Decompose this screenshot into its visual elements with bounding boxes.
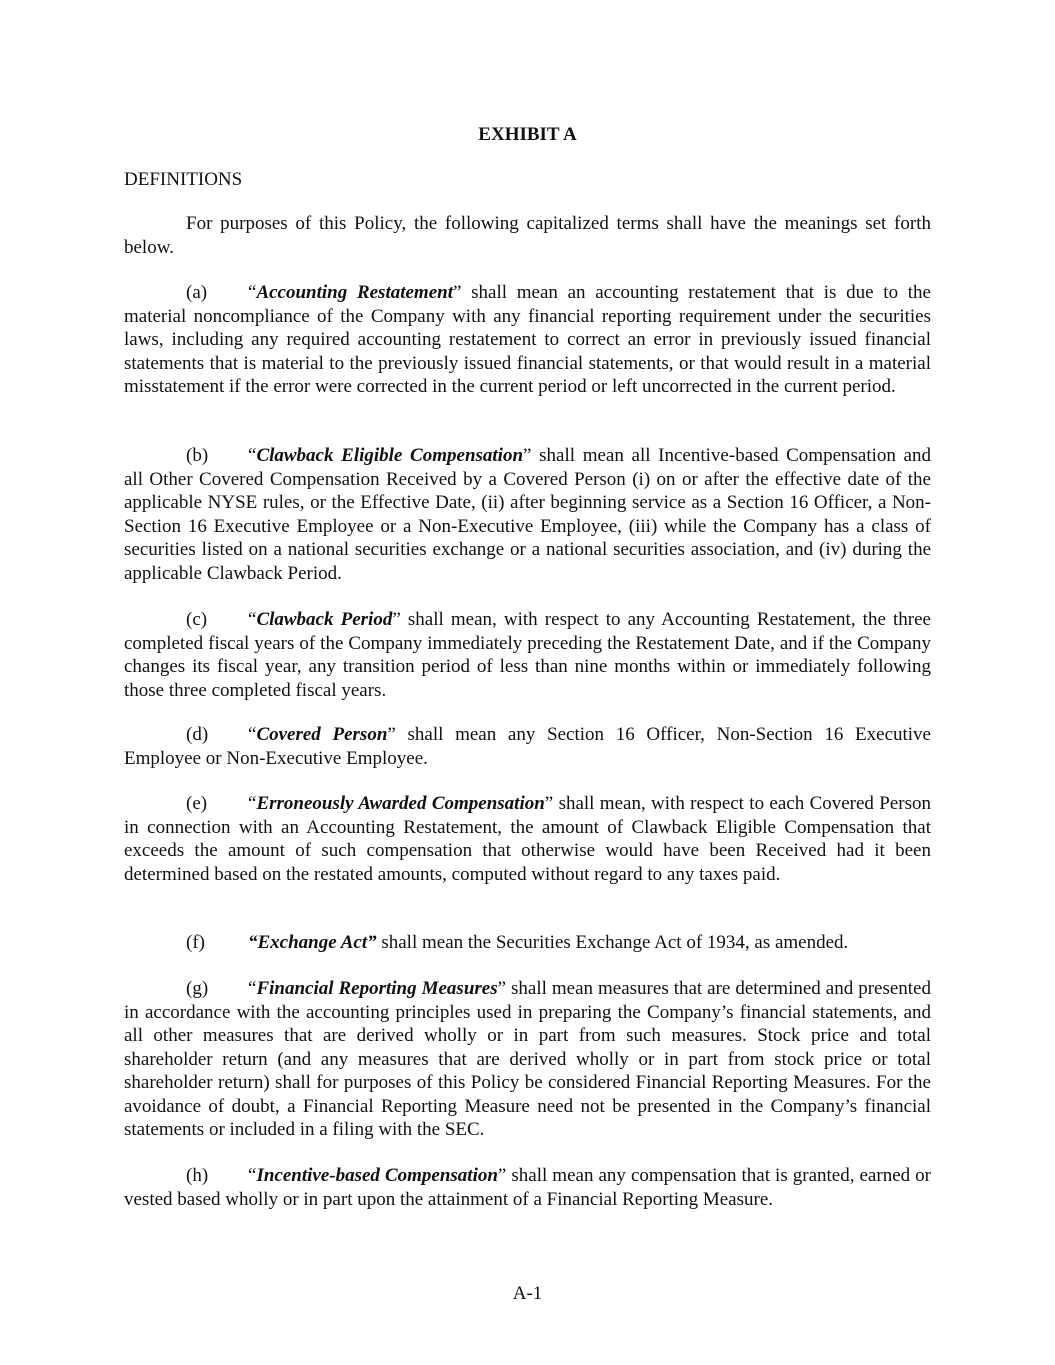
definition-label: (c) (186, 609, 208, 630)
definition-label: (b) (186, 445, 209, 466)
definition-label: (f) (186, 932, 205, 953)
close-quote: ” (453, 282, 462, 303)
open-quote: “ (248, 978, 257, 999)
definition-term: Exchange Act (257, 932, 368, 953)
definition-text: shall mean measures that are determined and presented in accordance with the accounting principles used in preparing the Company’s financial statements, and all other measures that are derived wholly or in part from such measures. Stock price and total shareholder return (and any measures that are derived wholly or in part from stock price or total shareholder return) shall for purposes of this Policy be considered Financial Reporting Measures. For the avoidance of doubt, a Financial Reporting Measure need not be presented in the Company’s financial statements or included in a filing with the SEC. (124, 978, 931, 1140)
open-quote: “ (248, 724, 257, 745)
definition-e (124, 792, 931, 886)
definition-label: (e) (186, 793, 208, 814)
open-quote: “ (248, 609, 257, 630)
open-quote: “ (248, 1165, 257, 1186)
definition-term: Financial Reporting Measures (256, 978, 498, 999)
close-quote: ” (367, 932, 377, 953)
document-page (124, 0, 931, 1365)
definition-text: shall mean, with respect to any Accounting Restatement, the three completed fiscal years of the Company immediately preceding the Restatement Date, and if the Company changes its fiscal year, any transition period of less than nine months within or immediately following those three completed fiscal years. (124, 609, 931, 701)
definition-c (124, 608, 931, 702)
definition-label: (h) (186, 1165, 209, 1186)
close-quote: ” (497, 978, 507, 999)
exhibit-title: EXHIBIT A (478, 124, 577, 145)
definition-label: (a) (186, 282, 208, 303)
definition-d (124, 723, 931, 770)
definition-text: shall mean any Section 16 Officer, Non-Section 16 Executive Employee or Non-Executive Employee. (124, 724, 931, 769)
close-quote: ” (523, 445, 532, 466)
definition-term: Accounting Restatement (256, 282, 453, 303)
definition-label: (g) (186, 978, 209, 999)
definition-h (124, 1164, 931, 1211)
definition-text: shall mean an accounting restatement that is due to the material noncompliance of the Company with any financial reporting requirement under the securities laws, including any required accounting restatement to correct an error in previously issued financial statements that is material to the previously issued financial statements, or that would result in a material misstatement if the error were corrected in the current period or left uncorrected in the current period. (124, 282, 931, 397)
open-quote: “ (248, 932, 258, 953)
open-quote: “ (248, 793, 257, 814)
definition-g (124, 977, 931, 1142)
definitions-heading: DEFINITIONS (124, 169, 243, 190)
open-quote: “ (248, 282, 257, 303)
close-quote: ” (497, 1165, 507, 1186)
intro-paragraph: For purposes of this Policy, the following capitalized terms shall have the meanings set forth below. (124, 213, 931, 258)
open-quote: “ (248, 445, 257, 466)
definition-text: shall mean, with respect to each Covered Person in connection with an Accounting Restatement, the amount of Clawback Eligible Compensation that exceeds the amount of such compensation that otherwise would have been Received had it been determined based on the restated amounts, computed without regard to any taxes paid. (124, 793, 931, 885)
definition-text: shall mean all Incentive-based Compensation and all Other Covered Compensation Received by a Covered Person (i) on or after the effective date of the applicable NYSE rules, or the Effective Date, (ii) after beginning service as a Section 16 Officer, a Non-Section 16 Executive Employee or a Non-Executive Employee, (iii) while the Company has a class of securities listed on a national securities exchange or a national securities association, and (iv) during the applicable Clawback Period. (124, 445, 931, 584)
definition-text: shall mean any compensation that is granted, earned or vested based wholly or in part upon the attainment of a Financial Reporting Measure. (124, 1165, 931, 1210)
definition-b (124, 444, 931, 585)
definition-term: Erroneously Awarded Compensation (256, 793, 545, 814)
definition-term: Clawback Eligible Compensation (256, 445, 524, 466)
definition-term: Covered Person (256, 724, 388, 745)
close-quote: ” (387, 724, 396, 745)
definition-text: shall mean the Securities Exchange Act of 1934, as amended. (376, 932, 849, 953)
definition-a (124, 281, 931, 399)
close-quote: ” (392, 609, 401, 630)
definition-f (124, 931, 931, 955)
close-quote: ” (544, 793, 554, 814)
definition-term: Incentive-based Compensation (256, 1165, 498, 1186)
definition-label: (d) (186, 724, 209, 745)
definition-term: Clawback Period (256, 609, 393, 630)
page-number: A-1 (512, 1283, 543, 1304)
